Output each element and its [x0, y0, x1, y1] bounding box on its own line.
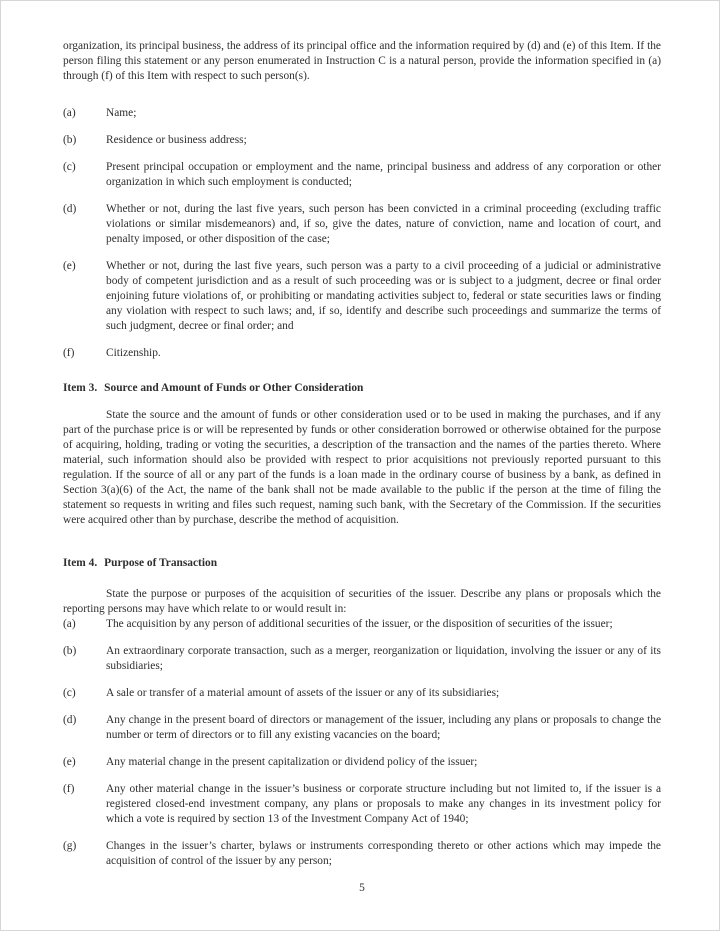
list-item-text: Any change in the present board of directors or management of the issuer, including any plans or proposals to change the number or term of directors or to fill any existing vacancies on the board;: [106, 714, 661, 741]
document-content: [63, 39, 661, 896]
list-item: [63, 713, 661, 743]
list-item-text: Whether or not, during the last five years, such person was a party to a civil proceeding of a judicial or administrative body of competent jurisdiction and as a result of such proceeding was or is subject to a judgment, decree or final order enjoining future violations of, or prohibiting or mandating activities subject to, federal or state securities laws or finding any violation with respect to such laws; and, if so, identify and describe such proceedings and summarize the terms of such judgment, decree or final order; and: [106, 260, 661, 332]
list-item: [63, 106, 661, 121]
list-item-label: (d): [63, 203, 77, 215]
list-item-text: Present principal occupation or employment and the name, principal business and address of any corporation or other organization in which such employment is conducted;: [106, 161, 661, 188]
list-item-label: (f): [63, 347, 75, 359]
list-item-label: (e): [63, 260, 76, 272]
list-item-label: (a): [63, 618, 76, 630]
list-item: [63, 839, 661, 869]
list-item-label: (c): [63, 687, 76, 699]
list-item-label: (c): [63, 161, 76, 173]
list-item-label: (b): [63, 134, 77, 146]
list-item-text: Any other material change in the issuer’s business or corporate structure including but not limited to, if the issuer is a registered closed-end investment company, any plans or proposals to make any changes in its investment policy for which a vote is required by section 13 of the Investment Company Act of 1940;: [106, 783, 661, 825]
list-item-label: (a): [63, 107, 76, 119]
item4-body-paragraph: State the purpose or purposes of the acquisition of securities of the issuer. Describe any plans or proposals which the reporting persons may have which relate to or would result in:: [63, 588, 661, 615]
list-item-text: A sale or transfer of a material amount of assets of the issuer or any of its subsidiaries;: [106, 687, 500, 699]
list-item-label: (b): [63, 645, 77, 657]
item3-heading: [63, 381, 661, 396]
list-item-label: (e): [63, 756, 76, 768]
item4-heading-label: Item 4.: [63, 557, 98, 569]
list-item: [63, 133, 661, 148]
list-item-text: Name;: [106, 107, 137, 119]
intro-paragraph: organization, its principal business, the address of its principal office and the information required by (d) and (e) of this Item. If the person filing this statement or any person enumerated in Instruction C is a natural person, provide the information specified in (a) through (f) of this Item with respect to such person(s).: [63, 40, 661, 82]
list-item-text: The acquisition by any person of additional securities of the issuer, or the disposition of securities of the issuer;: [106, 618, 613, 630]
list-item-text: Changes in the issuer’s charter, bylaws or instruments corresponding thereto or other actions which may impede the acquisition of control of the issuer by any person;: [106, 840, 661, 867]
list-item: [63, 686, 661, 701]
list-item: [63, 617, 661, 632]
list-item: [63, 755, 661, 770]
item3-body-paragraph: State the source and the amount of funds or other consideration used or to be used in making the purchases, and if any part of the purchase price is or will be represented by funds or other consideration borrowed or otherwise obtained for the purpose of acquiring, holding, trading or voting the securities, a description of the transaction and the names of the parties thereto. Where material, such information should also be provided with respect to prior acquisitions not previously reported pursuant to this regulation. If the source of all or any part of the funds is a loan made in the ordinary course of business by a bank, as defined in Section 3(a)(6) of the Act, the name of the bank shall not be made available to the public if the person at the time of filing the statement so requests in writing and files such request, naming such bank, with the Secretary of the Commission. If the securities were acquired other than by purchase, describe the method of acquisition.: [63, 409, 661, 526]
list-item-label: (f): [63, 783, 75, 795]
purpose-of-transaction-list: [63, 617, 661, 869]
list-item-text: Any material change in the present capitalization or dividend policy of the issuer;: [106, 756, 478, 768]
item4-heading-title: Purpose of Transaction: [104, 557, 218, 569]
list-item: [63, 259, 661, 334]
list-item-label: (g): [63, 840, 77, 852]
list-item: [63, 782, 661, 827]
list-item: [63, 346, 661, 361]
list-item-text: Citizenship.: [106, 347, 161, 359]
list-item: [63, 160, 661, 190]
item3-heading-title: Source and Amount of Funds or Other Consideration: [104, 382, 364, 394]
list-item: [63, 202, 661, 247]
list-item: [63, 644, 661, 674]
item4-heading: [63, 556, 661, 571]
list-item-label: (d): [63, 714, 77, 726]
page-number: 5: [359, 882, 365, 894]
list-item-text: Whether or not, during the last five years, such person has been convicted in a criminal proceeding (excluding traffic violations or similar misdemeanors) and, if so, give the dates, nature of conviction, name and location of court, and penalty imposed, or other disposition of the case;: [106, 203, 661, 245]
person-information-list: [63, 106, 661, 361]
item3-heading-label: Item 3.: [63, 382, 98, 394]
list-item-text: An extraordinary corporate transaction, such as a merger, reorganization or liquidation, involving the issuer or any of its subsidiaries;: [106, 645, 661, 672]
list-item-text: Residence or business address;: [106, 134, 247, 146]
